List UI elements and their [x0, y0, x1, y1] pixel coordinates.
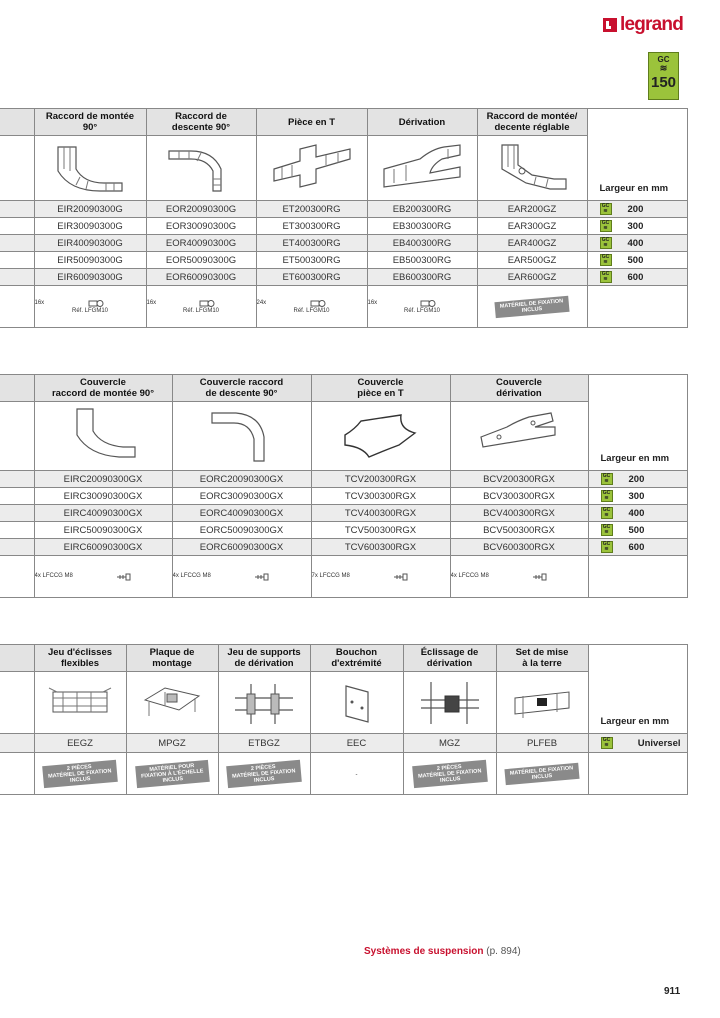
fixing-cell — [311, 556, 450, 598]
fixing-qty: 16x — [146, 299, 157, 306]
col-header: Plaque de montage — [126, 645, 218, 672]
size-cell — [588, 488, 687, 505]
included-fixings-badge: 2 PIÈCES MATÉRIEL DE FIXATION INCLUS — [412, 759, 487, 787]
note-cell — [403, 753, 496, 795]
branch-support-drawing-icon — [231, 678, 297, 728]
included-fixings-badge: MATÉRIEL DE FIXATION INCLUS — [495, 295, 570, 317]
size-value: 300 — [628, 490, 645, 502]
gc-150-badge — [648, 52, 679, 100]
product-code: EIRC30090300GX — [34, 488, 172, 505]
gc-badge-value: 150 — [650, 74, 677, 91]
fixing-text: 4x LFCCG M8 — [172, 573, 211, 579]
header-spacer — [0, 645, 34, 672]
note-cell — [496, 753, 588, 795]
bolt-icon — [88, 299, 104, 308]
product-code: EORC20090300GX — [172, 471, 311, 488]
col-header: Couvercle raccord de descente 90° — [172, 375, 311, 402]
col-header: Jeu de supports de dérivation — [218, 645, 310, 672]
product-image — [34, 672, 126, 734]
logo-text: legrand — [620, 14, 684, 35]
product-image — [403, 672, 496, 734]
size-value: 400 — [627, 237, 644, 249]
product-code: EOR20090300G — [146, 201, 256, 218]
product-code: EORC40090300GX — [172, 505, 311, 522]
size-value: 200 — [628, 473, 645, 485]
size-value: 600 — [628, 541, 645, 553]
product-code: EAR600GZ — [477, 269, 587, 286]
product-code: TCV200300RGX — [311, 471, 450, 488]
col-header: Jeu d'éclisses flexibles — [34, 645, 126, 672]
fixing-ref: Réf. LFGM10 — [293, 307, 330, 314]
fixing-cell — [172, 556, 311, 598]
product-image — [311, 402, 450, 471]
col-header: Couvercle dérivation — [450, 375, 588, 402]
product-image — [496, 672, 588, 734]
product-image — [450, 402, 588, 471]
gc-icon: GC ≋ — [601, 737, 613, 749]
product-code: EB200300RG — [367, 201, 477, 218]
col-header: Éclissage de dérivation — [403, 645, 496, 672]
product-code: BCV300300RGX — [450, 488, 588, 505]
product-code: ET500300RG — [256, 252, 367, 269]
fixing-cell — [34, 556, 172, 598]
col-header: Raccord de montée/ decente réglable — [477, 109, 587, 136]
product-code: EAR200GZ — [477, 201, 587, 218]
size-cell — [587, 218, 687, 235]
size-cell — [587, 235, 687, 252]
size-cell — [588, 522, 687, 539]
fixing-ref: Réf. LFGM10 — [182, 307, 219, 314]
product-code: EIR30090300G — [34, 218, 146, 235]
product-code: BCV600300RGX — [450, 539, 588, 556]
fixing-qty: 16x — [34, 299, 45, 306]
product-code: TCV400300RGX — [311, 505, 450, 522]
col-header: Couvercle raccord de montée 90° — [34, 375, 172, 402]
product-code: MPGZ — [126, 734, 218, 753]
gc-icon: GC ≋ — [600, 220, 612, 232]
adjustable-riser-drawing-icon — [492, 139, 572, 197]
screw-icon — [393, 572, 409, 581]
size-value: 500 — [628, 524, 645, 536]
product-code: EORC30090300GX — [172, 488, 311, 505]
branch-drawing-icon — [380, 139, 464, 197]
gc-icon: GC ≋ — [600, 271, 612, 283]
fixing-qty: 16x — [367, 299, 378, 306]
size-value: 500 — [627, 254, 644, 266]
screw-icon — [532, 572, 548, 581]
product-code: EAR500GZ — [477, 252, 587, 269]
riser-bend-drawing-icon — [50, 139, 130, 197]
logo-mark-icon — [603, 18, 617, 32]
note-cell — [218, 753, 310, 795]
fixing-cell — [146, 286, 256, 328]
product-image — [477, 136, 587, 201]
product-code: EOR30090300G — [146, 218, 256, 235]
product-image — [367, 136, 477, 201]
product-code: EB400300RG — [367, 235, 477, 252]
product-code: ET600300RG — [256, 269, 367, 286]
col-header: Dérivation — [367, 109, 477, 136]
end-cap-drawing-icon — [324, 678, 390, 728]
size-header: Largeur en mm — [588, 375, 687, 471]
size-cell — [588, 505, 687, 522]
tee-piece-drawing-icon — [270, 139, 354, 197]
product-code: EEC — [310, 734, 403, 753]
riser-cover-drawing-icon — [63, 405, 143, 467]
size-cell — [588, 734, 687, 753]
product-code: BCV200300RGX — [450, 471, 588, 488]
product-code: EIR50090300G — [34, 252, 146, 269]
branch-cover-drawing-icon — [477, 405, 561, 467]
cross-reference — [364, 946, 521, 957]
product-code: EAR300GZ — [477, 218, 587, 235]
product-code: EEGZ — [34, 734, 126, 753]
product-code: ET400300RG — [256, 235, 367, 252]
gc-badge-label: GC — [657, 55, 670, 64]
size-header: Largeur en mm — [587, 109, 687, 201]
product-code: EB600300RG — [367, 269, 477, 286]
product-code: TCV600300RGX — [311, 539, 450, 556]
bolt-icon — [420, 299, 436, 308]
fittings-table — [0, 108, 688, 328]
fixing-cell — [256, 286, 367, 328]
bolt-icon — [310, 299, 326, 308]
fixing-cell — [477, 286, 587, 328]
fixing-ref: Réf. LFGM10 — [71, 307, 108, 314]
product-image — [218, 672, 310, 734]
gc-icon: GC ≋ — [601, 541, 613, 553]
fixing-text: 4x LFCCG M8 — [450, 573, 489, 579]
col-header: Raccord de descente 90° — [146, 109, 256, 136]
size-cell — [588, 471, 687, 488]
product-code: EOR50090300G — [146, 252, 256, 269]
tee-cover-drawing-icon — [339, 405, 423, 467]
included-fixings-badge: MATÉRIEL POUR FIXATION À L'ÉCHELLE INCLUS — [135, 759, 209, 787]
fixing-text: 7x LFCCG M8 — [311, 573, 350, 579]
size-cell — [588, 539, 687, 556]
fixing-cell — [34, 286, 146, 328]
fixing-cell — [450, 556, 588, 598]
col-header: Set de mise à la terre — [496, 645, 588, 672]
screw-icon — [116, 572, 132, 581]
product-code: MGZ — [403, 734, 496, 753]
page-reference: (p. 894) — [486, 946, 521, 957]
product-code: EB500300RG — [367, 252, 477, 269]
product-image — [172, 402, 311, 471]
suspension-systems-link[interactable]: Systèmes de suspension — [364, 946, 484, 957]
size-cell — [587, 201, 687, 218]
descent-cover-drawing-icon — [202, 405, 282, 467]
product-code: EIRC60090300GX — [34, 539, 172, 556]
gc-icon: GC ≋ — [601, 473, 613, 485]
accessories-table — [0, 644, 688, 795]
product-code: EIRC50090300GX — [34, 522, 172, 539]
size-value: 400 — [628, 507, 645, 519]
earthing-set-drawing-icon — [509, 678, 575, 728]
galvanized-waves-icon: ≋ — [659, 63, 668, 73]
fixing-text: 4x LFCCG M8 — [34, 573, 73, 579]
branch-splice-drawing-icon — [417, 678, 483, 728]
product-code: PLFEB — [496, 734, 588, 753]
product-code: EIR20090300G — [34, 201, 146, 218]
size-cell — [587, 269, 687, 286]
screw-icon — [254, 572, 270, 581]
flexible-splice-drawing-icon — [47, 678, 113, 728]
product-code: EORC50090300GX — [172, 522, 311, 539]
legrand-logo — [603, 14, 683, 36]
covers-table — [0, 374, 688, 598]
gc-icon: GC ≋ — [601, 507, 613, 519]
product-code: EIRC40090300GX — [34, 505, 172, 522]
fixing-cell — [367, 286, 477, 328]
page-number: 911 — [664, 986, 681, 997]
product-code: EORC60090300GX — [172, 539, 311, 556]
product-image — [146, 136, 256, 201]
col-header: Couvercle pièce en T — [311, 375, 450, 402]
product-image — [126, 672, 218, 734]
product-code: BCV400300RGX — [450, 505, 588, 522]
gc-icon: GC ≋ — [601, 490, 613, 502]
product-code: TCV500300RGX — [311, 522, 450, 539]
size-value: 200 — [627, 203, 644, 215]
included-fixings-badge: 2 PIÈCES MATÉRIEL DE FIXATION INCLUS — [42, 759, 117, 787]
product-code: ETBGZ — [218, 734, 310, 753]
note-dash: - — [355, 772, 358, 778]
note-cell — [126, 753, 218, 795]
product-image — [34, 402, 172, 471]
col-header: Raccord de montée 90° — [34, 109, 146, 136]
product-code: EOR60090300G — [146, 269, 256, 286]
mounting-plate-drawing-icon — [139, 678, 205, 728]
product-code: BCV500300RGX — [450, 522, 588, 539]
size-cell — [587, 252, 687, 269]
size-value: Universel — [637, 737, 681, 749]
note-cell — [34, 753, 126, 795]
gc-icon: GC ≋ — [600, 237, 612, 249]
col-header: Bouchon d'extrémité — [310, 645, 403, 672]
gc-icon: GC ≋ — [600, 254, 612, 266]
size-value: 300 — [627, 220, 644, 232]
note-cell — [310, 753, 403, 795]
col-header: Pièce en T — [256, 109, 367, 136]
included-fixings-badge: 2 PIÈCES MATÉRIEL DE FIXATION INCLUS — [226, 759, 301, 787]
product-code: EB300300RG — [367, 218, 477, 235]
header-spacer — [0, 109, 34, 136]
gc-icon: GC ≋ — [600, 203, 612, 215]
product-code: EAR400GZ — [477, 235, 587, 252]
product-code: ET300300RG — [256, 218, 367, 235]
product-code: EIR60090300G — [34, 269, 146, 286]
descent-bend-drawing-icon — [161, 139, 241, 197]
product-code: ET200300RG — [256, 201, 367, 218]
product-code: EIRC20090300GX — [34, 471, 172, 488]
size-value: 600 — [627, 271, 644, 283]
product-image — [256, 136, 367, 201]
header-spacer — [0, 375, 34, 402]
included-fixings-badge: MATÉRIEL DE FIXATION INCLUS — [505, 762, 580, 784]
fixing-qty: 24x — [256, 299, 267, 306]
product-code: EOR40090300G — [146, 235, 256, 252]
product-code: EIR40090300G — [34, 235, 146, 252]
gc-icon: GC ≋ — [601, 524, 613, 536]
product-image — [310, 672, 403, 734]
product-image — [34, 136, 146, 201]
fixing-ref: Réf. LFGM10 — [403, 307, 440, 314]
bolt-icon — [199, 299, 215, 308]
product-code: TCV300300RGX — [311, 488, 450, 505]
size-header: Largeur en mm — [588, 645, 687, 734]
